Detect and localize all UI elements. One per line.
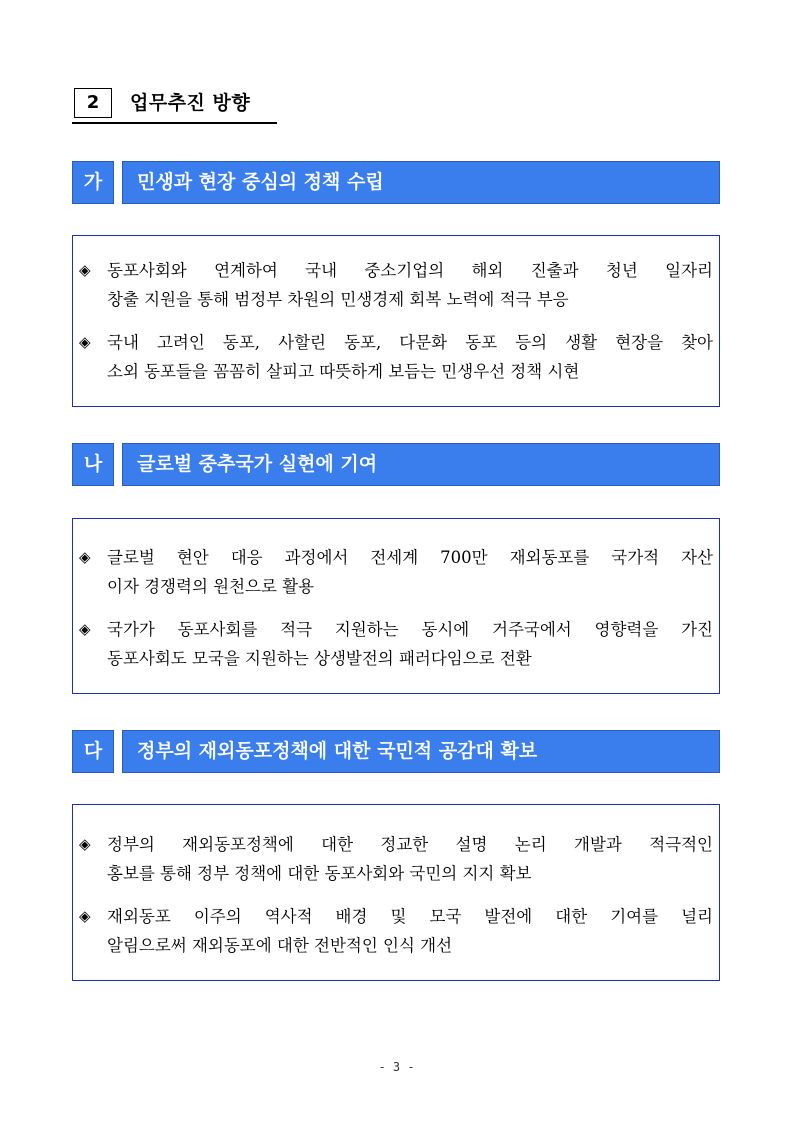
item-text-line: 홍보를 통해 정부 정책에 대한 동포사회와 국민의 지지 확보 — [107, 864, 532, 883]
section-title: 민생과 현장 중심의 정책 수립 — [122, 161, 720, 204]
diamond-bullet-icon: ◈ — [79, 333, 91, 351]
section-header-ga — [72, 161, 720, 204]
item-text-line: 창출 지원을 통해 범정부 차원의 민생경제 회복 노력에 적극 부응 — [107, 290, 569, 309]
section-header-da — [72, 730, 720, 773]
item-text-line: 이자 경쟁력의 원천으로 활용 — [107, 577, 315, 596]
diamond-bullet-icon: ◈ — [79, 835, 91, 853]
list-item — [79, 830, 713, 888]
section-box-na — [72, 518, 720, 694]
item-text-line: 알림으로써 재외동포에 대한 전반적인 인식 개선 — [107, 936, 453, 955]
section-letter: 다 — [72, 730, 114, 773]
list-item — [79, 328, 713, 386]
section-letter: 가 — [72, 161, 114, 204]
item-text-line: 글로벌 현안 대응 과정에서 전세계 700만 재외동포를 국가적 자산 — [107, 548, 713, 567]
chapter-title: 업무추진 방향 — [130, 92, 251, 114]
list-item — [79, 615, 713, 673]
list-item — [79, 256, 713, 314]
chapter-heading — [72, 86, 277, 124]
section-letter: 나 — [72, 443, 114, 486]
item-text-line: 동포사회와 연계하여 국내 중소기업의 해외 진출과 청년 일자리 — [107, 261, 713, 280]
section-box-da — [72, 804, 720, 981]
page-number: - 3 - — [378, 1060, 415, 1074]
diamond-bullet-icon: ◈ — [79, 620, 91, 638]
item-text-line: 국가가 동포사회를 적극 지원하는 동시에 거주국에서 영향력을 가진 — [107, 620, 713, 639]
chapter-number: 2 — [74, 88, 112, 118]
diamond-bullet-icon: ◈ — [79, 261, 91, 279]
item-text-line: 국내 고려인 동포, 사할린 동포, 다문화 동포 등의 생활 현장을 찾아 — [107, 333, 713, 352]
list-item — [79, 902, 713, 960]
item-text-line: 소외 동포들을 꼼꼼히 살피고 따뜻하게 보듬는 민생우선 정책 시현 — [107, 362, 580, 381]
item-text-line: 동포사회도 모국을 지원하는 상생발전의 패러다임으로 전환 — [107, 649, 532, 668]
section-header-na — [72, 443, 720, 486]
section-title: 정부의 재외동포정책에 대한 국민적 공감대 확보 — [122, 730, 720, 773]
section-title: 글로벌 중추국가 실현에 기여 — [122, 443, 720, 486]
section-box-ga — [72, 235, 720, 407]
item-text-line: 정부의 재외동포정책에 대한 정교한 설명 논리 개발과 적극적인 — [107, 835, 713, 854]
item-text-line: 재외동포 이주의 역사적 배경 및 모국 발전에 대한 기여를 널리 — [107, 907, 713, 926]
diamond-bullet-icon: ◈ — [79, 907, 91, 925]
list-item — [79, 543, 713, 601]
diamond-bullet-icon: ◈ — [79, 548, 91, 566]
